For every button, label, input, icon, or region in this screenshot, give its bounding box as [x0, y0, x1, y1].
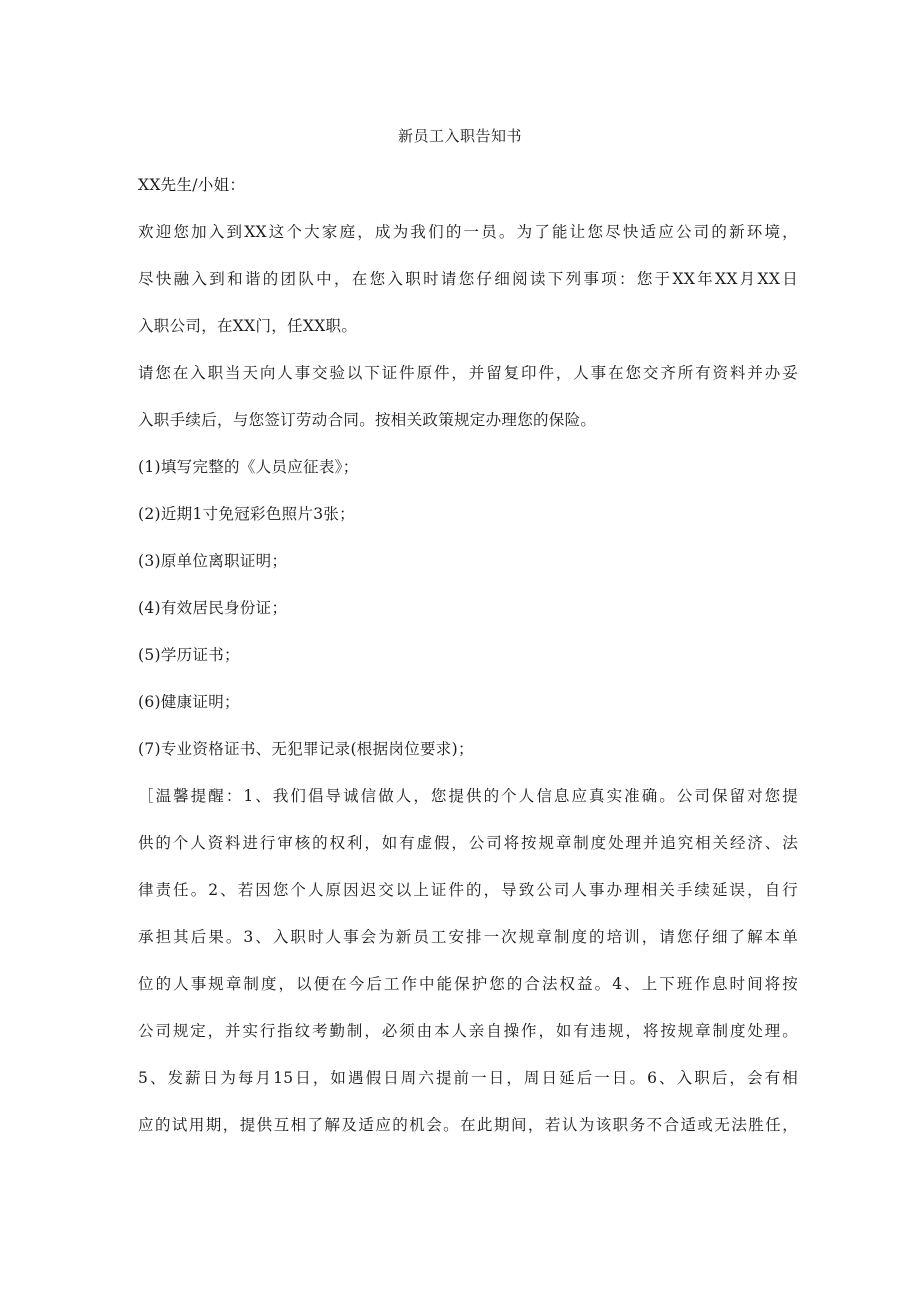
- reminder-line: ［温馨提醒：1、我们倡导诚信做人，您提供的个人信息应真实准确。公司保留对您提: [138, 787, 798, 805]
- reminder-line: 位的人事规章制度，以便在今后工作中能保护您的合法权益。4、上下班作息时间将按: [138, 975, 798, 993]
- required-item: (4)有效居民身份证；: [138, 599, 288, 617]
- required-item: (2)近期1寸免冠彩色照片3张；: [138, 505, 355, 523]
- reminder-line: 律责任。2、若因您个人原因迟交以上证件的，导致公司人事办理相关手续延误，自行: [138, 881, 798, 899]
- required-item: (7)专业资格证书、无犯罪记录(根据岗位要求)；: [138, 740, 474, 758]
- documents-intro-line: 请您在入职当天向人事交验以下证件原件，并留复印件，人事在您交齐所有资料并办妥: [138, 364, 798, 382]
- welcome-line: 入职公司，在XX门，任XX职。: [138, 317, 358, 335]
- documents-intro-line: 入职手续后，与您签订劳动合同。按相关政策规定办理您的保险。: [138, 411, 597, 429]
- document-title: 新员工入职告知书: [397, 127, 522, 145]
- welcome-line: 欢迎您加入到XX这个大家庭，成为我们的一员。为了能让您尽快适应公司的新环境，: [138, 223, 798, 241]
- required-item: (6)健康证明；: [138, 693, 240, 711]
- required-item: (5)学历证书；: [138, 646, 240, 664]
- reminder-line: 5、发薪日为每月15日，如遇假日周六提前一日，周日延后一日。6、入职后，会有相: [138, 1069, 798, 1087]
- required-item: (1)填写完整的《人员应征表》；: [138, 458, 359, 476]
- welcome-line: 尽快融入到和谐的团队中，在您入职时请您仔细阅读下列事项：您于XX年XX月XX日: [138, 270, 798, 288]
- salutation: XX先生/小姐：: [138, 176, 246, 194]
- reminder-line: 供的个人资料进行审核的权利，如有虚假，公司将按规章制度处理并追究相关经济、法: [138, 834, 798, 852]
- reminder-line: 公司规定，并实行指纹考勤制，必须由本人亲自操作，如有违规，将按规章制度处理。: [138, 1022, 798, 1040]
- reminder-line: 承担其后果。3、入职时人事会为新员工安排一次规章制度的培训，请您仔细了解本单: [138, 928, 798, 946]
- required-item: (3)原单位离职证明；: [138, 552, 288, 570]
- reminder-line: 应的试用期，提供互相了解及适应的机会。在此期间，若认为该职务不合适或无法胜任，: [138, 1116, 798, 1134]
